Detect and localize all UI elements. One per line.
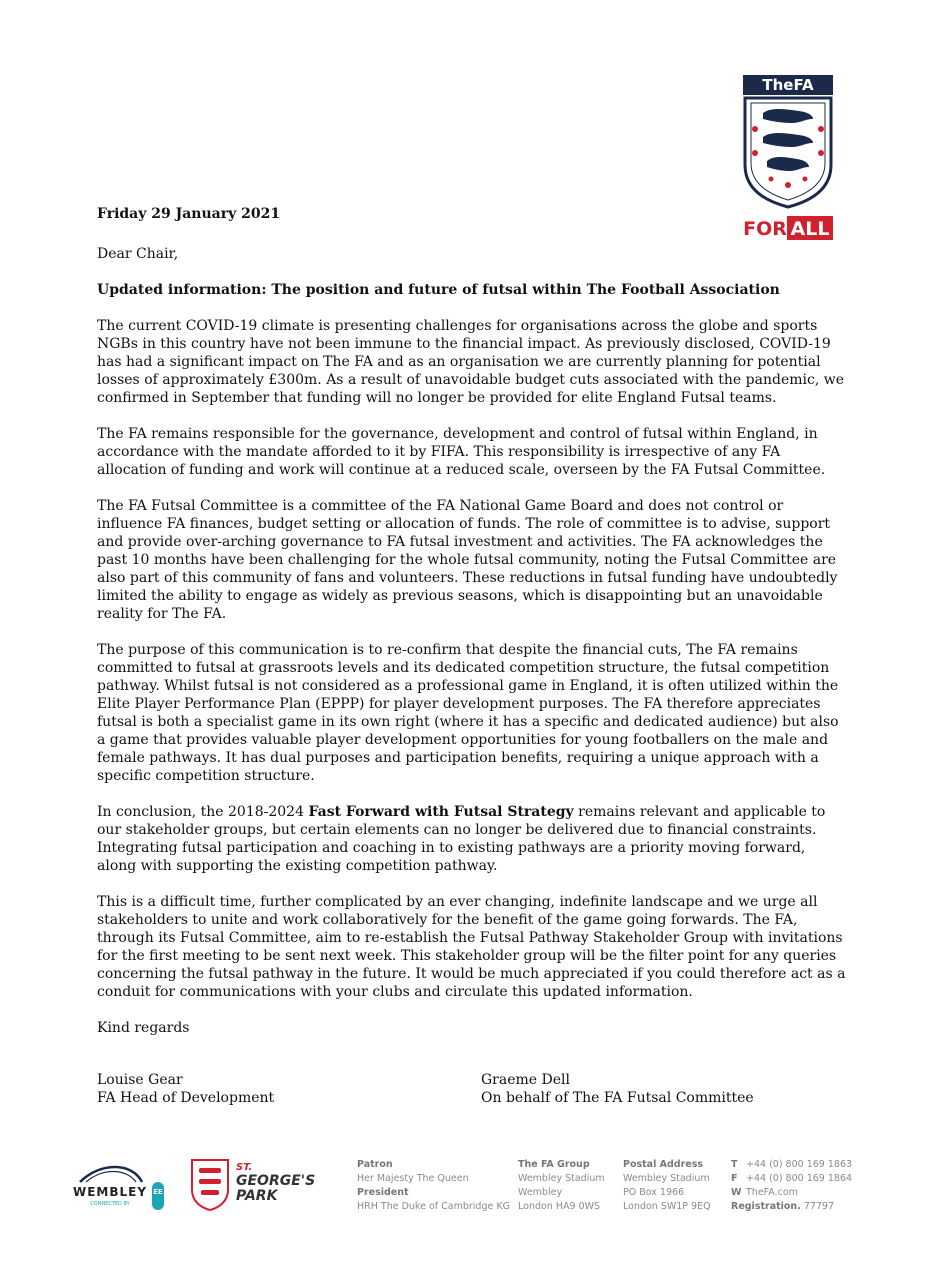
paragraph-futsal-committee: The FA Futsal Committee is a committee of the FA National Game Board and does not control or influence FA finances, budget setting or allocation of funds. The role of committee is to advise, support and provide over-arching governance to FA futsal investment and activities. The FA acknowledges the past 10 months have been challenging for the whole futsal community, noting the Futsal Committee are also part of this community of fans and volunteers. These reductions in futsal funding have undoubtedly limited the ability to engage as widely as previous seasons, which is disappointing but an unavoidable reality for The FA. [97, 498, 838, 622]
paragraph-governance: The FA remains responsible for the governance, development and control of futsal within England, in accordance with the mandate afforded to it by FIFA. This responsibility is irrespective of any FA allocation of funding and work will continue at a reduced scale, overseen by the FA Futsal Committee. [97, 426, 826, 478]
registration-line: Registration. 77797 [731, 1201, 835, 1212]
website-line: W TheFA.com [731, 1187, 798, 1198]
wembley-ee-logo [72, 1156, 168, 1212]
signatures [97, 1071, 849, 1111]
footer-fa-group: The FA Group Wembley Stadium Wembley London HA9 0WS [518, 1159, 605, 1212]
fa-logo-text: TheFA [762, 76, 814, 94]
for-text: FOR [743, 218, 787, 240]
phone-line: T +44 (0) 800 169 1863 [731, 1159, 853, 1170]
footer-contact [731, 1158, 852, 1214]
paragraph-stakeholders: This is a difficult time, further complicated by an ever changing, indefinite landscape and we urge all stakeholders to unite and work collaboratively for the benefit of the game going forwards. The FA, through its Futsal Committee, aim to re-establish the Futsal Pathway Stakeholder Group with invitations for the first meeting to be sent next week. This stakeholder group will be the filter point for any queries concerning the futsal pathway in the future. It would be much appreciated if you could therefore act as a conduit for communications with your clubs and circulate this updated information. [97, 894, 846, 1000]
sgp-georges-text: GEORGE'S [236, 1173, 316, 1189]
letter-subject: Updated information: The position and future of futsal within The Football Association [97, 282, 780, 298]
signatory-role: On behalf of The FA Futsal Committee [481, 1090, 754, 1106]
closing: Kind regards [97, 1020, 190, 1036]
sgp-park-text: PARK [236, 1188, 278, 1204]
letter-date: Friday 29 January 2021 [97, 206, 281, 222]
all-text: ALL [790, 218, 830, 240]
letter-body [97, 205, 849, 1111]
footer-patron: Patron Her Majesty The Queen President HRH The Duke of Cambridge KG [357, 1159, 510, 1212]
signatory-name: Louise Gear [97, 1072, 183, 1088]
sgp-st-text: ST. [236, 1162, 253, 1173]
signatory-left [97, 1071, 274, 1107]
st-georges-park-logo [190, 1156, 318, 1212]
letterhead-footer [72, 1156, 872, 1220]
signatory-role: FA Head of Development [97, 1090, 275, 1106]
strategy-name: Fast Forward with Futsal Strategy [308, 804, 574, 820]
paragraph-purpose: The purpose of this communication is to re-confirm that despite the financial cuts, The FA remains committed to futsal at grassroots levels and its dedicated competition structure, the futsal competition pathway. Whilst futsal is not considered as a professional game in England, it is often utilized within the Elite Player Performance Plan (EPPP) for player development purposes. The FA therefore appreciates futsal is both a specialist game in its own right (where it has a specific and dedicated audience) but also a game that provides valuable player development opportunities for young footballers on the male and female pathways. It has dual purposes and participation benefits, requiring a unique approach with a specific competition structure. [97, 642, 839, 784]
wembley-text: WEMBLEY [72, 1185, 148, 1199]
footer-postal-address: Postal Address Wembley Stadium PO Box 1966 London SW1P 9EQ [623, 1159, 711, 1212]
fax-line: F +44 (0) 800 169 1864 [731, 1173, 853, 1184]
signatory-right [481, 1071, 754, 1107]
connected-by-text: CONNECTED BY [90, 1201, 130, 1207]
sgp-crest-icon [192, 1160, 228, 1210]
paragraph-covid-impact: The current COVID-19 climate is presenting challenges for organisations across the globe and sports NGBs in this country have not been immune to the financial impact. As previously disclosed, COVID-19 has had a significant impact on The FA and as an organisation we are currently planning for potential losses of approximately £300m. As a result of unavoidable budget cuts associated with the pandemic, we confirmed in September that funding will no longer be provided for elite England Futsal teams. [97, 318, 844, 406]
signatory-name: Graeme Dell [481, 1072, 570, 1088]
ee-text: EE [153, 1188, 163, 1196]
salutation: Dear Chair, [97, 246, 179, 262]
paragraph-conclusion: In conclusion, the 2018-2024 Fast Forward with Futsal Strategy remains relevant and applicable to our stakeholder groups, but certain elements can no longer be delivered due to financial constraints. Integrating futsal participation and coaching in to existing pathways are a priority moving forward, along with supporting the existing competition pathway. [97, 804, 826, 874]
